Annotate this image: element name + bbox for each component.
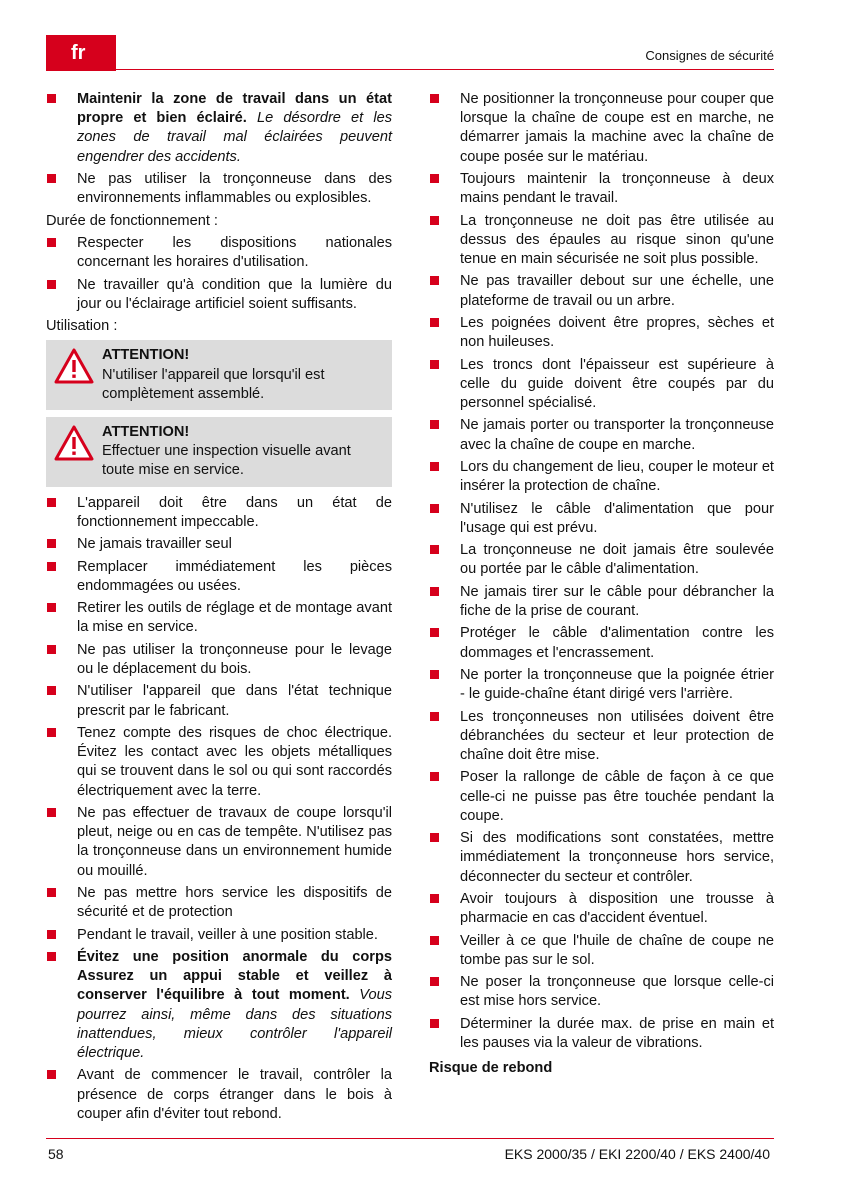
warning-text: N'utiliser l'appareil que lorsqu'il est complètement assemblé. — [102, 366, 325, 402]
model-names: EKS 2000/35 / EKI 2200/40 / EKS 2400/40 — [504, 1146, 770, 1162]
list-item: Pendant le travail, veiller à une position stable. — [46, 926, 392, 945]
subheading: Risque de rebond — [429, 1060, 553, 1077]
list-item: Ne pas effectuer de travaux de coupe lorsqu'il pleut, neige ou en cas de tempête. N'utilisez pas la tronçonneuse dans un environnement humide ou mouillé. — [46, 804, 392, 881]
list-item: Ne jamais porter ou transporter la tronçonneuse avec la chaîne de coupe en marche. — [429, 416, 774, 454]
list-item: Les poignées doivent être propres, sèches et non huileuses. — [429, 314, 774, 352]
language-label: fr — [71, 42, 86, 64]
list-item: Protéger le câble d'alimentation contre les dommages et l'encrassement. — [429, 624, 774, 662]
list-item: Retirer les outils de réglage et de montage avant la mise en service. — [46, 599, 392, 637]
list-item: Avant de commencer le travail, contrôler la présence de corps étranger dans le bois à couper afin d'éviter tout rebond. — [46, 1066, 392, 1124]
language-tab — [46, 35, 116, 71]
list-item: Remplacer immédiatement les pièces endommagées ou usées. — [46, 558, 392, 596]
list-item: Lors du changement de lieu, couper le moteur et insérer la protection de chaîne. — [429, 458, 774, 496]
warning-text: Effectuer une inspection visuelle avant toute mise en service. — [102, 443, 351, 479]
list-item: L'appareil doit être dans un état de fonctionnement impeccable. — [46, 494, 392, 532]
right-column — [429, 90, 774, 1078]
list-item: Ne jamais tirer sur le câble pour débrancher la fiche de la prise de courant. — [429, 583, 774, 621]
list-item: N'utiliser l'appareil que dans l'état technique prescrit par le fabricant. — [46, 682, 392, 720]
list-item: Ne travailler qu'à condition que la lumière du jour ou l'éclairage artificiel soient suffisants. — [46, 276, 392, 314]
list-item — [46, 90, 392, 167]
list-item: Ne poser la tronçonneuse que lorsque celle-ci est mise hors service. — [429, 973, 774, 1011]
list-item: Respecter les dispositions nationales concernant les horaires d'utilisation. — [46, 234, 392, 272]
list-item: Ne pas utiliser la tronçonneuse dans des environnements inflammables ou explosibles. — [46, 170, 392, 208]
warning-title: ATTENTION! — [102, 423, 190, 440]
list-item: Déterminer la durée max. de prise en main et les pauses via la valeur de vibrations. — [429, 1015, 774, 1053]
list-item: Avoir toujours à disposition une trousse à pharmacie en cas d'accident éventuel. — [429, 890, 774, 928]
warning-triangle-icon — [54, 425, 94, 461]
list-item: Ne pas mettre hors service les dispositifs de sécurité et de protection — [46, 884, 392, 922]
warning-box — [46, 340, 392, 410]
duration-label: Durée de fonctionnement : — [46, 212, 218, 229]
footer-divider — [46, 1138, 774, 1139]
warning-triangle-icon — [54, 348, 94, 384]
page-number: 58 — [48, 1146, 64, 1162]
list-item: Ne positionner la tronçonneuse pour couper que lorsque la chaîne de coupe est en marche, ne démarrer jamais la machine avec la chaîne de coupe posée sur le matériau. — [429, 90, 774, 167]
list-item: Veiller à ce que l'huile de chaîne de coupe ne tombe pas sur le sol. — [429, 932, 774, 970]
list-item: Toujours maintenir la tronçonneuse à deux mains pendant le travail. — [429, 170, 774, 208]
list-item: La tronçonneuse ne doit pas être utilisée au dessus des épaules au risque sinon qu'une tenue en main sécurisée ne soit plus possible. — [429, 212, 774, 270]
emphasis-text: Évitez une position anormale du corps Assurez un appui stable et veillez à conserver l'équilibre à tout moment. — [77, 948, 392, 1004]
header-divider — [46, 69, 774, 70]
list-item: N'utilisez le câble d'alimentation que pour l'usage qui est prévu. — [429, 500, 774, 538]
list-item: Ne jamais travailler seul — [46, 535, 392, 554]
warning-title: ATTENTION! — [102, 347, 190, 364]
list-item: La tronçonneuse ne doit jamais être soulevée ou portée par le câble d'alimentation. — [429, 541, 774, 579]
italic-text: Vous pourrez ainsi, même dans des situations inattendues, mieux contrôler l'appareil électrique. — [77, 987, 392, 1061]
italic-text: Le désordre et les zones de travail mal éclairées peuvent engendrer des accidents. — [77, 110, 392, 165]
list-item: Ne porter la tronçonneuse que la poignée étrier - le guide-chaîne étant dirigé vers l'arrière. — [429, 666, 774, 704]
list-item: Tenez compte des risques de choc électrique. Évitez les contact avec les objets métalliques qui se trouvent dans le sol ou qui sont raccordés électriquement avec la terre. — [46, 724, 392, 801]
list-item: Ne pas utiliser la tronçonneuse pour le levage ou le déplacement du bois. — [46, 641, 392, 679]
list-item: Les tronçonneuses non utilisées doivent être débranchées du secteur et leur protection de chaîne doit être mise. — [429, 708, 774, 766]
section-title: Consignes de sécurité — [645, 48, 774, 63]
emphasis-text: Maintenir la zone de travail dans un état propre et bien éclairé. — [77, 91, 392, 127]
list-item: Ne pas travailler debout sur une échelle, une plateforme de travail ou un arbre. — [429, 272, 774, 310]
warning-box — [46, 417, 392, 487]
left-column — [46, 90, 392, 1127]
list-item: Les troncs dont l'épaisseur est supérieure à celle du guide doivent être coupés par du personnel spécialisé. — [429, 356, 774, 414]
usage-label: Utilisation : — [46, 318, 118, 335]
list-item — [46, 948, 392, 1063]
list-item: Si des modifications sont constatées, mettre immédiatement la tronçonneuse hors service, déconnecter du secteur et contrôler. — [429, 829, 774, 887]
list-item: Poser la rallonge de câble de façon à ce que celle-ci ne puisse pas être touchée pendant la coupe. — [429, 768, 774, 826]
